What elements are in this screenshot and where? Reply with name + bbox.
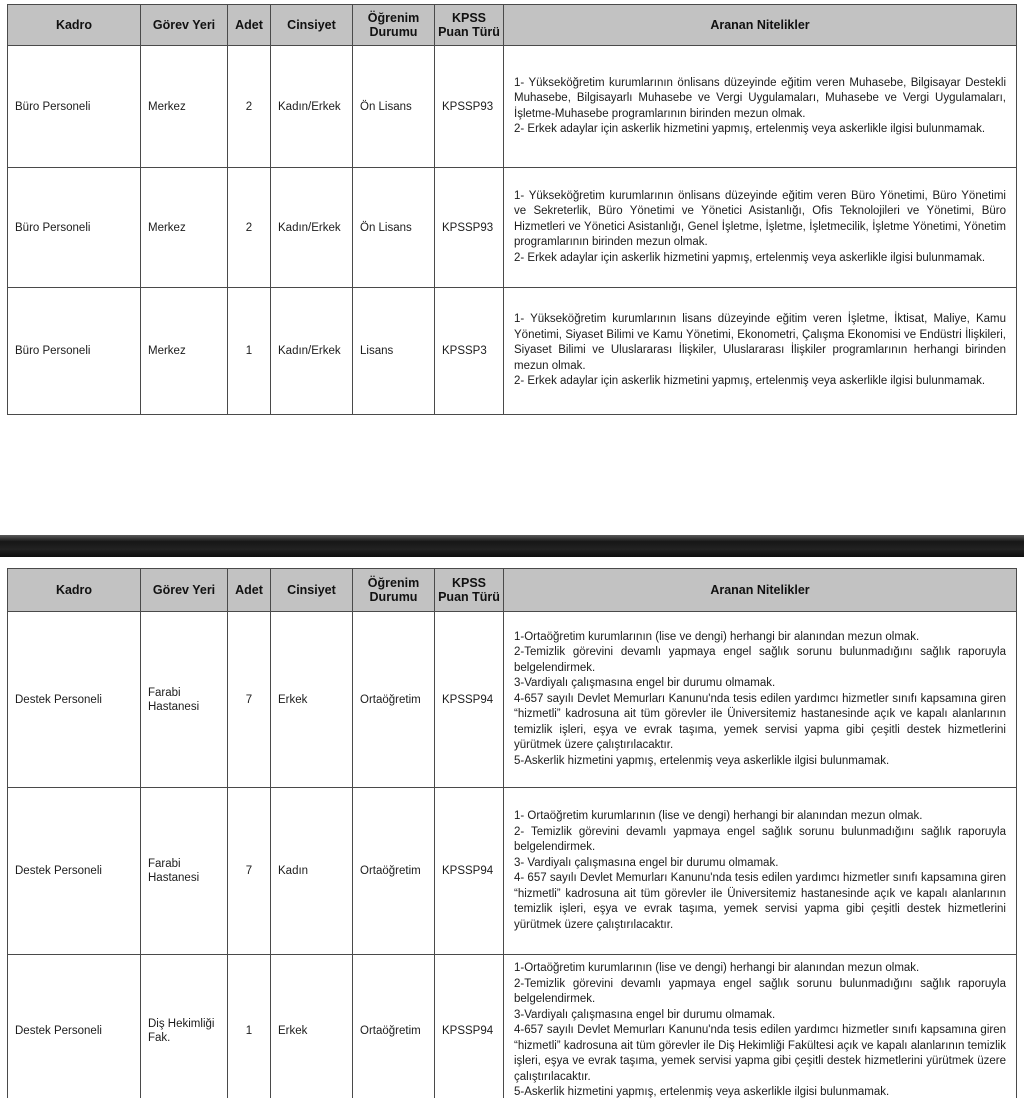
cell-kpss-puan-turu: KPSSP93: [435, 168, 504, 288]
cell-cinsiyet: Kadın: [271, 788, 353, 955]
cell-aranan-nitelikler: [504, 46, 1017, 168]
requirement-line: 1-Ortaöğretim kurumlarının (lise ve dengi) herhangi bir alanından mezun olmak.: [514, 630, 920, 643]
cell-aranan-nitelikler: [504, 168, 1017, 288]
table-row: [8, 612, 1017, 788]
header-cinsiyet: Cinsiyet: [271, 569, 353, 612]
header-gorev-yeri: Görev Yeri: [141, 569, 228, 612]
table-header-row: [8, 5, 1017, 46]
cell-kpss-puan-turu: KPSSP93: [435, 46, 504, 168]
requirement-line: 3-Vardiyalı çalışmasına engel bir durumu olmamak.: [514, 1008, 776, 1021]
table-row: [8, 955, 1017, 1098]
cell-aranan-nitelikler: [504, 788, 1017, 955]
cell-kpss-puan-turu: KPSSP3: [435, 288, 504, 415]
requirement-line: 5-Askerlik hizmetini yapmış, ertelenmiş veya askerlikle ilgisi bulunmamak.: [514, 754, 890, 767]
requirement-line: 4- 657 sayılı Devlet Memurları Kanunu'nda tesis edilen yardımcı hizmetler sınıfı kapsamına giren “hizmetli” kadrosuna ait tüm görevler ile Üniversitemiz hastanesinde açık ve kapalı alanlarının temizlik işleri, eşya ve evrak taşıma, yemek servisi yapma gibi çeşitli destek hizmetlerini yürütmek üzere çalıştırılacaktır.: [514, 872, 1006, 931]
requirement-line: 4-657 sayılı Devlet Memurları Kanunu'nda tesis edilen yardımcı hizmetler sınıfı kapsamına giren “hizmetli” kadrosuna ait tüm görevler ile Diş Hekimliği Fakültesi açık ve kapalı alanlarının temizlik işleri, eşya ve evrak taşıma, yemek servisi yapma gibi çeşitli destek hizmetlerini yürütmek üzere çalıştırılacaktır.: [514, 1024, 1006, 1083]
header-adet: Adet: [228, 569, 271, 612]
cell-adet: 7: [228, 788, 271, 955]
cell-kadro: Destek Personeli: [8, 955, 141, 1098]
cell-cinsiyet: Erkek: [271, 612, 353, 788]
header-kadro: Kadro: [8, 5, 141, 46]
table-row: [8, 46, 1017, 168]
table-header-row: [8, 569, 1017, 612]
cell-adet: 2: [228, 168, 271, 288]
cell-ogrenim-durumu: Ortaöğretim: [353, 788, 435, 955]
requirement-line: 3-Vardiyalı çalışmasına engel bir durumu olmamak.: [514, 677, 776, 690]
cell-gorev-yeri: Merkez: [141, 288, 228, 415]
cell-cinsiyet: Kadın/Erkek: [271, 46, 353, 168]
requirement-line: 1- Yükseköğretim kurumlarının önlisans düzeyinde eğitim veren Büro Yönetimi, Büro Yönetimi ve Sekreterlik, Büro Yönetimi ve Yönetici Asistanlığı, Ofis Teknolojileri ve Yönetimi, Büro Hizmetleri ve Yönetici Asistanlığı, Genel İşletme, İşletme, İşletmecilik, İşletme Yönetimi, Yönetim programlarının birinden mezun olmak.: [514, 189, 1006, 249]
cell-kpss-puan-turu: KPSSP94: [435, 955, 504, 1098]
header-aranan-nitelikler: Aranan Nitelikler: [504, 5, 1017, 46]
positions-table-destek-personeli: [7, 568, 1017, 1098]
cell-gorev-yeri: Farabi Hastanesi: [141, 788, 228, 955]
cell-aranan-nitelikler: [504, 955, 1017, 1098]
cell-kpss-puan-turu: KPSSP94: [435, 612, 504, 788]
cell-adet: 1: [228, 288, 271, 415]
cell-kadro: Büro Personeli: [8, 168, 141, 288]
cell-kadro: Büro Personeli: [8, 288, 141, 415]
cell-gorev-yeri: Farabi Hastanesi: [141, 612, 228, 788]
cell-gorev-yeri: Merkez: [141, 168, 228, 288]
header-kpss-puan-turu: KPSS Puan Türü: [435, 569, 504, 612]
positions-table-buro-personeli: [7, 4, 1017, 415]
requirement-line: 4-657 sayılı Devlet Memurları Kanunu'nda tesis edilen yardımcı hizmetler sınıfı kapsamına giren “hizmetli” kadrosuna ait tüm görevler ile Üniversitemiz hastanesinde açık ve kapalı alanlarının temizlik işleri, eşya ve evrak taşıma, yemek servisi yapma gibi çeşitli destek hizmetlerini yürütmek üzere çalıştırılacaktır.: [514, 692, 1006, 752]
header-gorev-yeri: Görev Yeri: [141, 5, 228, 46]
header-kpss-puan-turu: KPSS Puan Türü: [435, 5, 504, 46]
requirement-line: 2-Temizlik görevini devamlı yapmaya engel sağlık sorunu bulunmadığını sağlık raporuyla belgelendirmek.: [514, 977, 1006, 1005]
cell-aranan-nitelikler: [504, 612, 1017, 788]
cell-ogrenim-durumu: Ortaöğretim: [353, 955, 435, 1098]
cell-kpss-puan-turu: KPSSP94: [435, 788, 504, 955]
table-row: [8, 788, 1017, 955]
table-row: [8, 168, 1017, 288]
cell-kadro: Destek Personeli: [8, 788, 141, 955]
cell-cinsiyet: Kadın/Erkek: [271, 168, 353, 288]
requirement-line: 2-Temizlik görevini devamlı yapmaya engel sağlık sorunu bulunmadığını sağlık raporuyla belgelendirmek.: [514, 646, 1006, 674]
requirement-line: 3- Vardiyalı çalışmasına engel bir durumu olmamak.: [514, 856, 779, 869]
cell-aranan-nitelikler: [504, 288, 1017, 415]
cell-gorev-yeri: Diş Hekimliği Fak.: [141, 955, 228, 1098]
cell-gorev-yeri: Merkez: [141, 46, 228, 168]
header-cinsiyet: Cinsiyet: [271, 5, 353, 46]
requirement-line: 2- Erkek adaylar için askerlik hizmetini yapmış, ertelenmiş veya askerlikle ilgisi bulunmamak.: [514, 251, 986, 264]
cell-ogrenim-durumu: Ön Lisans: [353, 168, 435, 288]
requirement-line: 2- Erkek adaylar için askerlik hizmetini yapmış, ertelenmiş veya askerlikle ilgisi bulunmamak.: [514, 375, 986, 388]
requirement-line: 1- Ortaöğretim kurumlarının (lise ve dengi) herhangi bir alanından mezun olmak.: [514, 810, 923, 822]
cell-kadro: Büro Personeli: [8, 46, 141, 168]
requirement-line: 1- Yükseköğretim kurumlarının önlisans düzeyinde eğitim veren Muhasebe, Bilgisayar Destekli Muhasebe, Bilgisayarlı Muhasebe ve Vergi Uygulamaları, Muhasebe ve Vergi Uygulamaları, İşletme-Muhasebe programlarının birinden mezun olmak.: [514, 76, 1006, 120]
header-ogrenim-durumu: Öğrenim Durumu: [353, 5, 435, 46]
requirement-line: 5-Askerlik hizmetini yapmış, ertelenmiş veya askerlikle ilgisi bulunmamak.: [514, 1086, 890, 1098]
requirement-line: 2- Temizlik görevini devamlı yapmaya engel sağlık sorunu bulunmadığını sağlık raporuyla belgelendirmek.: [514, 825, 1006, 853]
table-row: [8, 288, 1017, 415]
requirement-line: 2- Erkek adaylar için askerlik hizmetini yapmış, ertelenmiş veya askerlikle ilgisi bulunmamak.: [514, 123, 986, 135]
cell-adet: 1: [228, 955, 271, 1098]
requirement-line: 1- Yükseköğretim kurumlarının lisans düzeyinde eğitim veren İşletme, İktisat, Maliye, Kamu Yönetimi, Siyaset Bilimi ve Kamu Yönetimi, Ekonometri, Çalışma Ekonomisi ve Endüstri İlişkileri, Siyaset Bilimi ve Uluslararası İlişkiler, Uluslararası İlişkiler programlarının herhangi birinden mezun olmak.: [514, 313, 1006, 372]
requirement-line: 1-Ortaöğretim kurumlarının (lise ve dengi) herhangi bir alanından mezun olmak.: [514, 962, 920, 974]
cell-cinsiyet: Erkek: [271, 955, 353, 1098]
cell-ogrenim-durumu: Ortaöğretim: [353, 612, 435, 788]
header-ogrenim-durumu: Öğrenim Durumu: [353, 569, 435, 612]
header-kadro: Kadro: [8, 569, 141, 612]
header-adet: Adet: [228, 5, 271, 46]
cell-ogrenim-durumu: Ön Lisans: [353, 46, 435, 168]
section-divider-bar: [0, 535, 1024, 557]
cell-cinsiyet: Kadın/Erkek: [271, 288, 353, 415]
cell-ogrenim-durumu: Lisans: [353, 288, 435, 415]
cell-kadro: Destek Personeli: [8, 612, 141, 788]
header-aranan-nitelikler: Aranan Nitelikler: [504, 569, 1017, 612]
cell-adet: 2: [228, 46, 271, 168]
cell-adet: 7: [228, 612, 271, 788]
